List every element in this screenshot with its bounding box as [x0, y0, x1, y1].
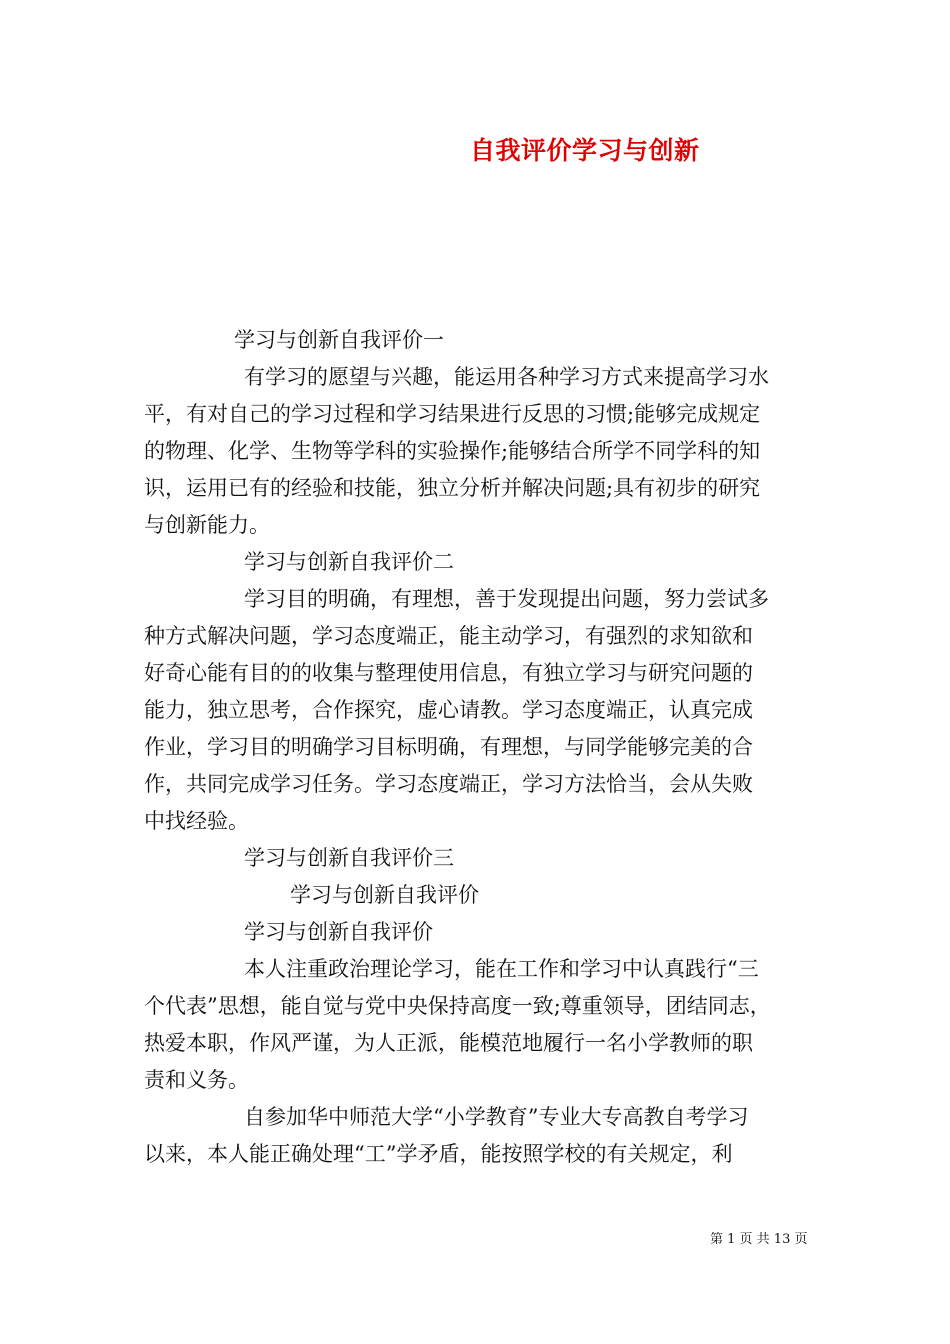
text-line: 学习与创新自我评价一	[234, 328, 444, 352]
text-line: 学习与创新自我评价	[244, 920, 433, 944]
text-line: 自参加华中师范大学“小学教育”专业大专高教自考学习	[244, 1105, 749, 1129]
text-line: 作业，学习目的明确学习目标明确，有理想，与同学能够完美的合	[144, 735, 753, 759]
text-line: 的物理、化学、生物等学科的实验操作;能够结合所学不同学科的知	[144, 439, 761, 463]
text-line: 学习目的明确，有理想，善于发现提出问题，努力尝试多	[244, 587, 769, 611]
text-line: 个代表”思想，能自觉与党中央保持高度一致;尊重领导，团结同志，	[144, 994, 771, 1018]
text-line: 热爱本职，作风严谨，为人正派，能模范地履行一名小学教师的职	[144, 1031, 753, 1055]
text-line: 识，运用已有的经验和技能，独立分析并解决问题;具有初步的研究	[144, 476, 761, 500]
text-line: 学习与创新自我评价	[290, 883, 479, 907]
page-number-footer: 第 1 页 共 13 页	[710, 1232, 808, 1247]
text-line: 种方式解决问题，学习态度端正，能主动学习，有强烈的求知欲和	[144, 624, 753, 648]
text-line: 中找经验。	[144, 809, 249, 833]
text-line: 平，有对自己的学习过程和学习结果进行反思的习惯;能够完成规定	[144, 402, 761, 426]
document-body	[144, 322, 814, 1173]
text-line: 学习与创新自我评价三	[244, 846, 454, 870]
text-line: 能力，独立思考，合作探究，虚心请教。学习态度端正，认真完成	[144, 698, 753, 722]
text-line: 学习与创新自我评价二	[244, 550, 454, 574]
page-title: 自我评价学习与创新	[470, 136, 700, 165]
text-line: 作，共同完成学习任务。学习态度端正，学习方法恰当，会从失败	[144, 772, 753, 796]
text-line: 有学习的愿望与兴趣，能运用各种学习方式来提高学习水	[244, 365, 769, 389]
text-line: 与创新能力。	[144, 513, 270, 537]
text-line: 本人注重政治理论学习，能在工作和学习中认真践行“三	[244, 957, 759, 981]
text-line: 好奇心能有目的的收集与整理使用信息，有独立学习与研究问题的	[144, 661, 753, 685]
text-line: 责和义务。	[144, 1068, 249, 1092]
text-line: 以来，本人能正确处理“工”学矛盾，能按照学校的有关规定，利	[144, 1142, 733, 1166]
